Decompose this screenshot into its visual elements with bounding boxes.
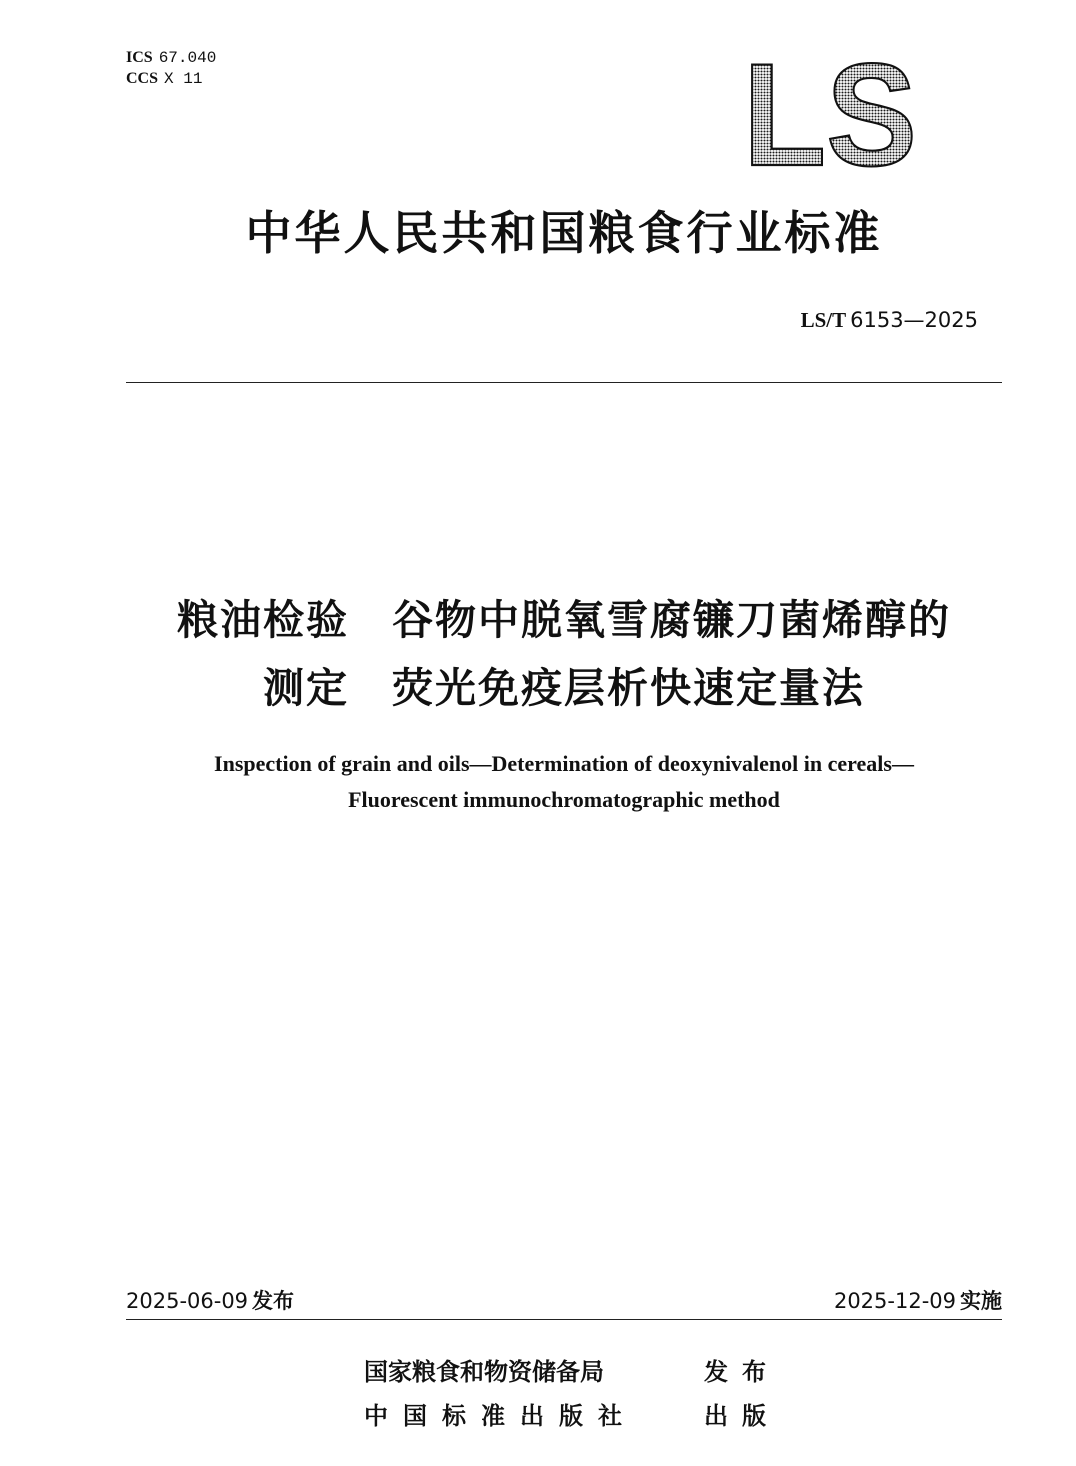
standard-number [801,308,978,333]
title-chinese-line1: 粮油检验 谷物中脱氧雪腐镰刀菌烯醇的 [177,596,951,644]
ls-logo [742,58,922,170]
publisher-name: 中国标准出版社 [364,1402,637,1430]
implement-date-value: 2025-12-09 [833,1289,956,1313]
issue-date-value: 2025-06-09 [126,1289,249,1313]
publisher-action: 出版 [704,1402,780,1430]
issue-date-label: 发布 [252,1289,295,1313]
ics-row [126,47,216,68]
classification-codes [126,47,216,89]
implement-date [834,1285,1002,1315]
header-divider [126,382,1002,383]
organization-title: 中华人民共和国粮食行业标准 [245,206,883,260]
ics-label: ICS [126,49,153,66]
issuer-action: 发布 [704,1358,780,1386]
title-chinese-line2: 测定 荧光免疫层析快速定量法 [263,664,865,712]
footer-divider [126,1319,1002,1320]
issue-date [126,1285,294,1315]
implement-date-label: 实施 [960,1289,1002,1313]
ccs-value: X 11 [164,70,203,88]
ics-value: 67.040 [158,49,217,67]
ls-logo-text: LS [743,58,917,170]
ccs-label: CCS [126,70,159,87]
title-english-line2: Fluorescent immunochromatographic method [348,787,780,812]
title-english-line1: Inspection of grain and oils—Determination of deoxynivalenol in cereals— [214,751,914,776]
title-english [100,746,1028,818]
standard-number-value: 6153—2025 [850,308,978,332]
ccs-row [126,68,216,89]
title-chinese [90,586,1038,722]
standard-code: LS/T [800,308,847,332]
issuer-name: 国家粮食和物资储备局 [364,1358,604,1386]
